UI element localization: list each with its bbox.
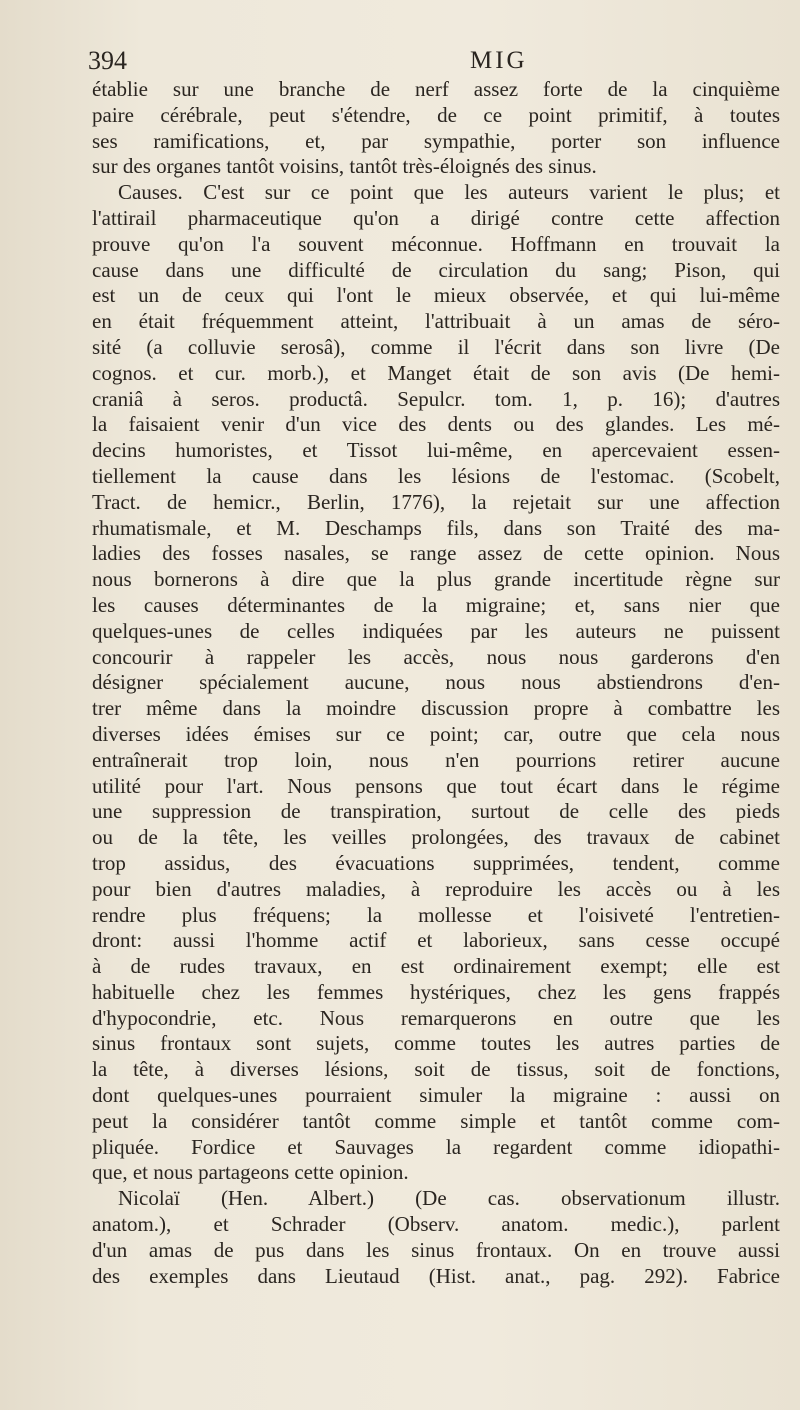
text-line: pour bien d'autres maladies, à reproduire les accès ou à les: [92, 876, 780, 901]
text-line: ladies des fosses nasales, se range assez de cette opinion. Nous: [92, 541, 780, 566]
text-line: établie sur une branche de nerf assez forte de la cinquième: [92, 77, 780, 101]
text-line: dront: aussi l'homme actif et laborieux, sans cesse occupé: [92, 928, 780, 953]
text-line: cause dans une difficulté de circulation du sang; Pison, qui: [92, 257, 780, 282]
text-line: sité (a colluvie serosâ), comme il l'écrit dans son livre (De: [92, 334, 780, 359]
text-line: quelques-unes de celles indiquées par les auteurs ne puissent: [92, 618, 780, 643]
text-line: tiellement la cause dans les lésions de l'estomac. (Scobelt,: [92, 463, 780, 488]
text-line: sinus frontaux sont sujets, comme toutes les autres parties de: [92, 1031, 780, 1056]
text-line: des exemples dans Lieutaud (Hist. anat., pag. 292). Fabrice: [92, 1263, 780, 1288]
text-line: anatom.), et Schrader (Observ. anatom. medic.), parlent: [92, 1212, 780, 1237]
page-number: 394: [88, 46, 127, 75]
text-line: une suppression de transpiration, surtout de celle des pieds: [92, 799, 780, 824]
text-line: pliquée. Fordice et Sauvages la regardent comme idiopathi-: [92, 1134, 780, 1159]
text-line: d'un amas de pus dans les sinus frontaux. On en trouve aussi: [92, 1237, 780, 1262]
page-header: [88, 44, 758, 78]
text-line: Nicolaï (Hen. Albert.) (De cas. observationum illustr.: [118, 1186, 780, 1211]
text-line: diverses idées émises sur ce point; car, outre que cela nous: [92, 721, 780, 746]
text-line: cognos. et cur. morb.), et Manget était de son avis (De hemi-: [92, 360, 780, 385]
text-line: les causes déterminantes de la migraine; et, sans nier que: [92, 592, 780, 617]
text-line: Causes. C'est sur ce point que les auteurs varient le plus; et: [118, 180, 780, 205]
text-line: concourir à rappeler les accès, nous nous garderons d'en: [92, 644, 780, 669]
text-line: entraînerait trop loin, nous n'en pourrions retirer aucune: [92, 747, 780, 772]
text-line: rhumatismale, et M. Deschamps fils, dans son Traité des ma-: [92, 515, 780, 540]
text-line: l'attirail pharmaceutique qu'on a dirigé contre cette affection: [92, 205, 780, 230]
text-line: d'hypocondrie, etc. Nous remarquerons en outre que les: [92, 1005, 780, 1030]
text-line: dont quelques-unes pourraient simuler la migraine : aussi on: [92, 1083, 780, 1108]
text-line: ses ramifications, et, par sympathie, porter son influence: [92, 128, 780, 153]
text-line: à de rudes travaux, en est ordinairement exempt; elle est: [92, 954, 780, 979]
text-line: decins humoristes, et Tissot lui-même, en apercevaient essen-: [92, 438, 780, 463]
text-line: ou de la tête, les veilles prolongées, des travaux de cabinet: [92, 825, 780, 850]
text-line: prouve qu'on l'a souvent méconnue. Hoffmann en trouvait la: [92, 231, 780, 256]
running-head: MIG: [470, 47, 528, 74]
text-line: sur des organes tantôt voisins, tantôt très-éloignés des sinus.: [92, 154, 597, 179]
text-line: utilité pour l'art. Nous pensons que tout écart dans le régime: [92, 773, 780, 798]
text-line: trop assidus, des évacuations supprimées, tendent, comme: [92, 850, 780, 875]
text-line: Tract. de hemicr., Berlin, 1776), la rejetait sur une affection: [92, 489, 780, 514]
text-line: en était fréquemment atteint, l'attribuait à un amas de séro-: [92, 309, 780, 334]
text-line: est un de ceux qui l'ont le mieux observée, et qui lui-même: [92, 283, 780, 308]
text-line: craniâ à seros. productâ. Sepulcr. tom. 1, p. 16); d'autres: [92, 386, 780, 411]
text-line: nous bornerons à dire que la plus grande incertitude règne sur: [92, 567, 780, 592]
text-line: peut la considérer tantôt comme simple et tantôt comme com-: [92, 1108, 780, 1133]
text-line: la faisaient venir d'un vice des dents ou des glandes. Les mé-: [92, 412, 780, 437]
text-line: paire cérébrale, peut s'étendre, de ce point primitif, à toutes: [92, 102, 780, 127]
text-line: rendre plus fréquens; la mollesse et l'oisiveté l'entretien-: [92, 902, 780, 927]
body-text: [92, 77, 780, 1289]
text-line: habituelle chez les femmes hystériques, chez les gens frappés: [92, 979, 780, 1004]
text-line: la tête, à diverses lésions, soit de tissus, soit de fonctions,: [92, 1057, 780, 1082]
text-line: que, et nous partageons cette opinion.: [92, 1160, 409, 1185]
text-line: trer même dans la moindre discussion propre à combattre les: [92, 696, 780, 721]
text-line: désigner spécialement aucune, nous nous abstiendrons d'en-: [92, 670, 780, 695]
